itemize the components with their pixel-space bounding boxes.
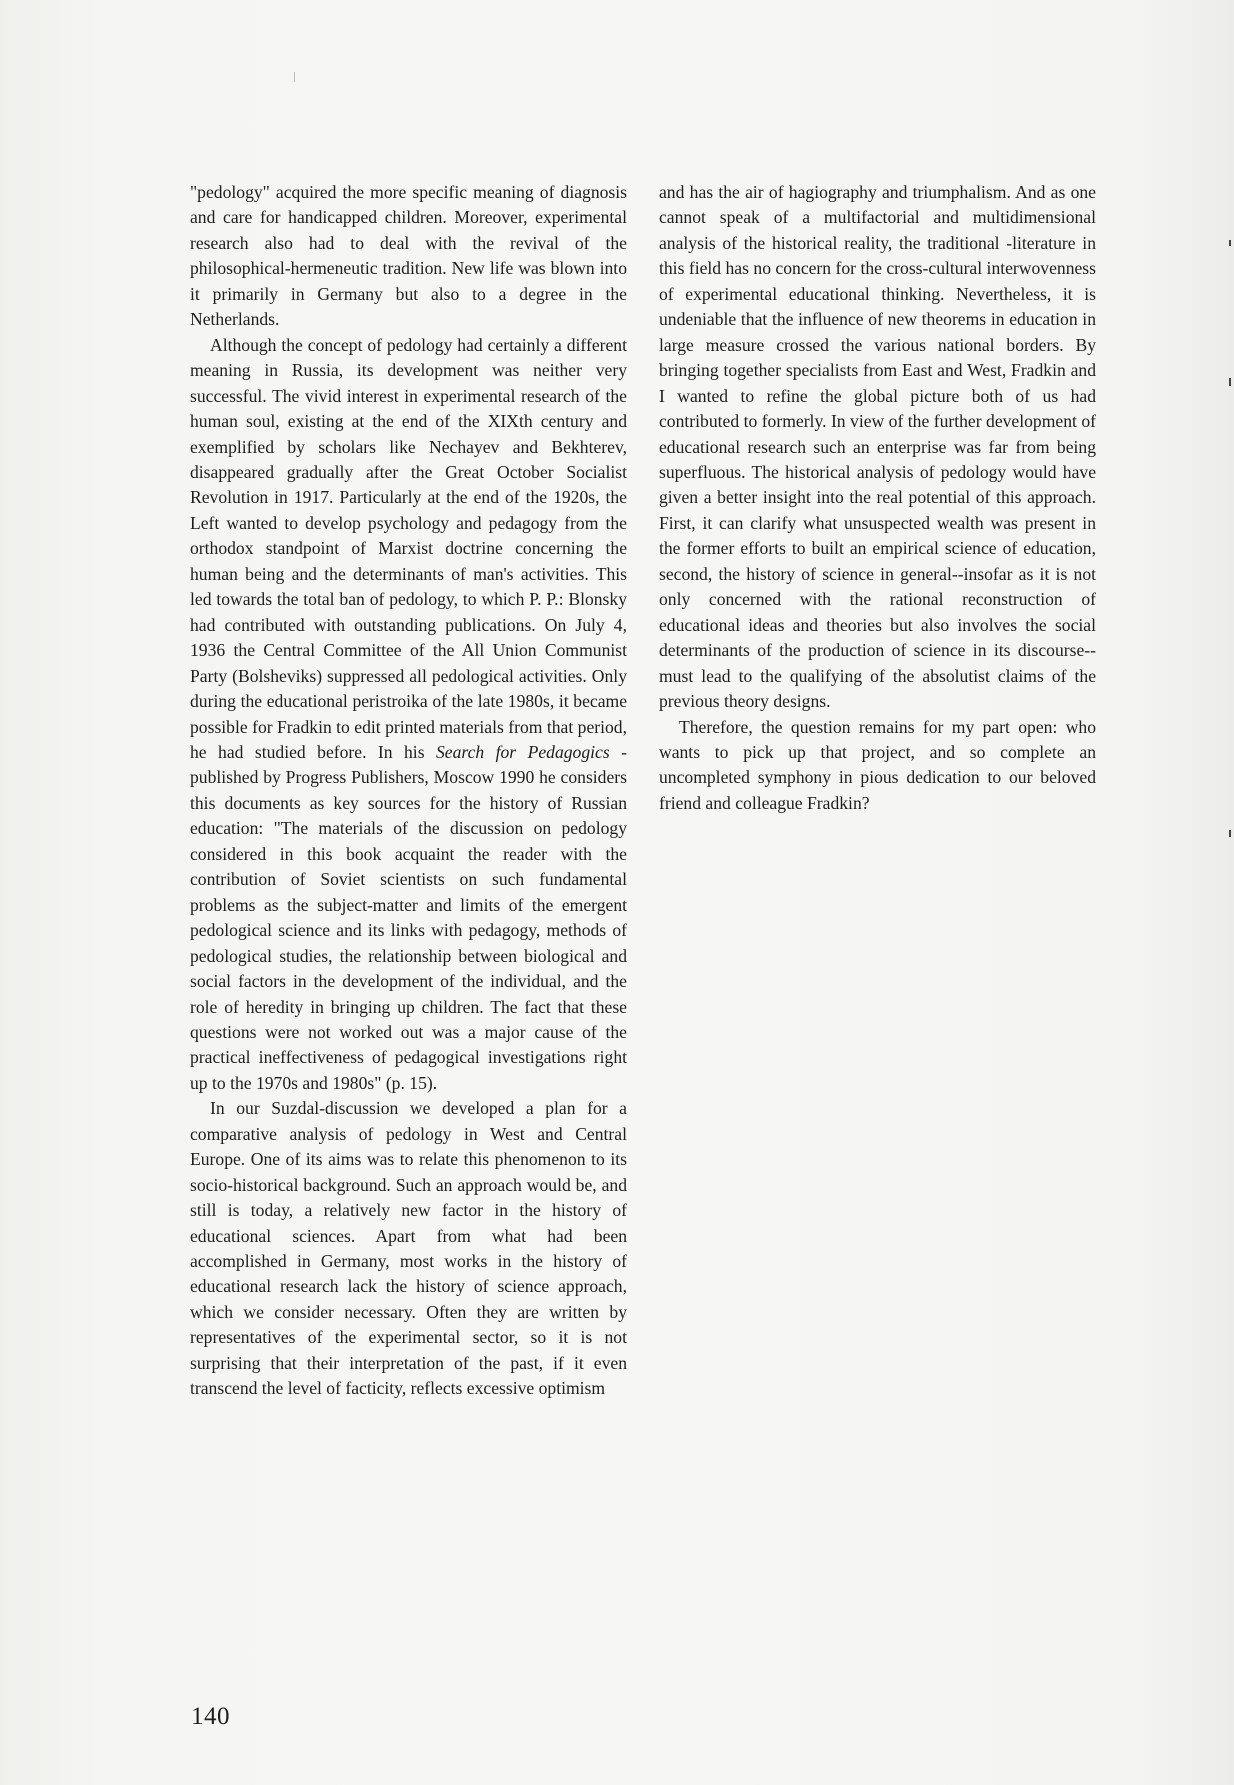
paragraph-pedology-russia-part2: - published by Progress Publishers, Moscow 1990 he considers this documents as key sources for the history of Russian education: "The materials of the discussion on pedology considered in this book acquaint the reader with the contribution of Soviet scientists on such fundamental problems as the subject-matter and limits of the emergent pedological science and its links with pedagogy, methods of pedological studies, the relationship between biological and social factors in the development of the individual, and the role of heredity in bringing up children. The fact that these questions were not worked out was a major cause of the practical ineffectiveness of pedagogical investigations right up to the 1970s and 1980s" (p. 15). (190, 741, 627, 1093)
paragraph-pedology-meaning: "pedology" acquired the more specific meaning of diagnosis and care for handicapped children. Moreover, experimental research also had to deal with the revival of the philosophical-hermeneutic tradition. New life was blown into it primarily in Germany but also to a degree in the Netherlands. (190, 182, 627, 330)
paragraph-pedology-russia-part1: Although the concept of pedology had certainly a different meaning in Russia, its development was neither very successful. The vivid interest in experimental research of the human soul, existing at the end of the XIXth century and exemplified by scholars like Nechayev and Bekhterev, disappeared gradually after the Great October Socialist Revolution in 1917. Particularly at the end of the 1920s, the Left wanted to develop psychology and pedagogy from the orthodox standpoint of Marxist doctrine concerning the human being and the determinants of man's activities. This led towards the total ban of pedology, to which P. P.: Blonsky had contributed with outstanding publications. On July 4, 1936 the Central Committee of the All Union Communist Party (Bolsheviks) suppressed all pedological activities. Only during the educational peristroika of the late 1980s, it became possible for Fradkin to edit printed materials from that period, he had studied before. In his (190, 334, 627, 762)
scan-dust-speck (294, 72, 295, 82)
left-column (190, 180, 627, 1402)
book-title-search-for-pedagogics: Search for Pedagogics (435, 741, 610, 762)
paragraph-pedology-russia (190, 333, 627, 1097)
right-column (659, 180, 1096, 816)
scan-edge-mark (1229, 240, 1231, 246)
paragraph-hagiography: and has the air of hagiography and triumphalism. And as one cannot speak of a multifactorial and multidimensional analysis of the historical reality, the traditional -literature in this field has no concern for the cross-cultural interwovenness of experimental educational thinking. Nevertheless, it is undeniable that the influence of new theorems in education in large measure crossed the various national borders. By bringing together specialists from East and West, Fradkin and I wanted to refine the global picture both of us had contributed to formerly. In view of the further development of educational research such an enterprise was far from being superfluous. The historical analysis of pedology would have given a better insight into the real potential of this approach. First, it can clarify what unsuspected wealth was present in the former efforts to built an empirical science of education, second, the history of science in general--insofar as it is not only concerned with the rational reconstruction of educational ideas and theories but also involves the social determinants of the production of science in its discourse--must lead to the qualifying of the absolutist claims of the previous theory designs. (659, 182, 1096, 712)
scan-edge-mark (1229, 830, 1231, 837)
paragraph-suzdal-discussion: In our Suzdal-discussion we developed a plan for a comparative analysis of pedology in West and Central Europe. One of its aims was to relate this phenomenon to its socio-historical background. Such an approach would be, and still is today, a relatively new factor in the history of educational sciences. Apart from what had been accomplished in Germany, most works in the history of educational research lack the history of science approach, which we consider necessary. Often they are written by representatives of the experimental sector, so it is not surprising that their interpretation of the past, if it even transcend the level of facticity, reflects excessive optimism (190, 1098, 627, 1399)
page-number: 140 (191, 1703, 230, 1730)
paragraph-closing-question: Therefore, the question remains for my part open: who wants to pick up that project, and so complete an uncompleted symphony in pious dedication to our beloved friend and colleague Fradkin? (659, 716, 1096, 813)
scan-edge-mark (1229, 378, 1231, 386)
